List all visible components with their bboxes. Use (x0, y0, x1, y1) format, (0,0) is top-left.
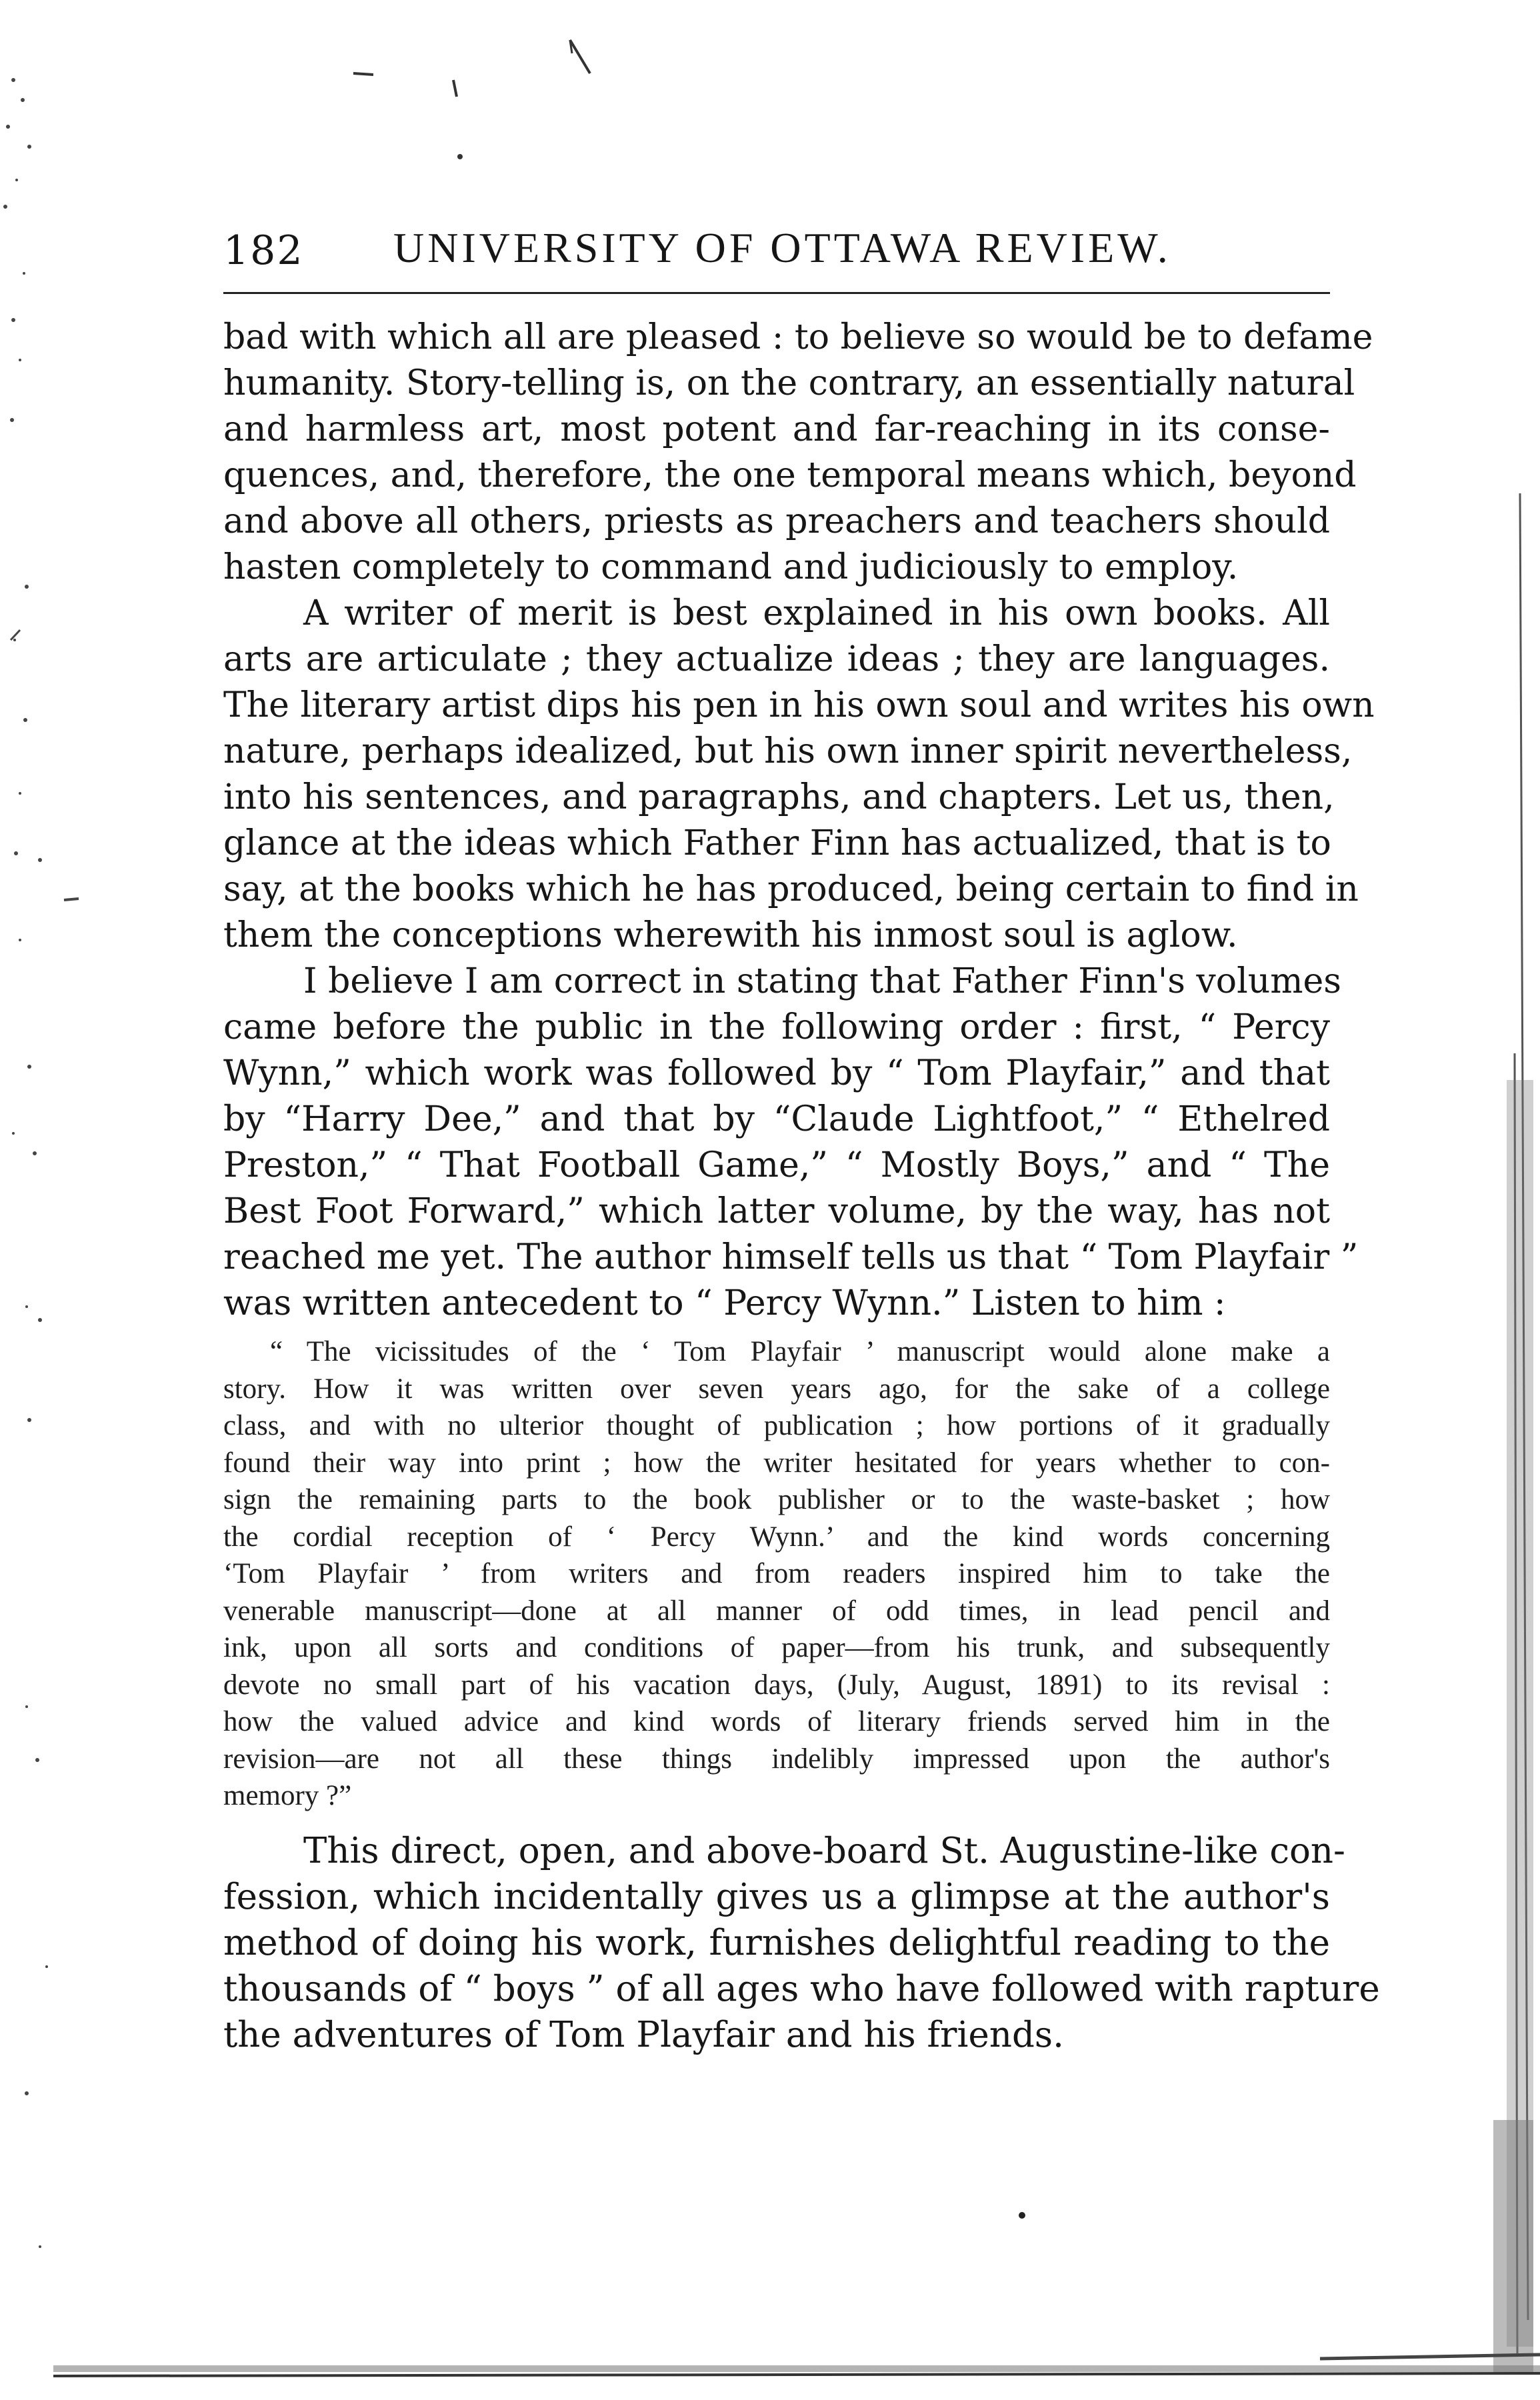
text-line: bad with which all are pleased : to believe so would be to defame (223, 317, 1373, 357)
text-line: was written antecedent to “ Percy Wynn.” Listen to him : (223, 1283, 1226, 1323)
block-quote (223, 1333, 1330, 1815)
quote-line: how the valued advice and kind words of literary friends served him in the (223, 1706, 1330, 1737)
scan-page-edge-bottom (53, 2347, 1540, 2387)
paragraph (223, 1828, 1380, 2058)
text-line: by “Harry Dee,” and that by “Claude Lightfoot,” “ Ethelred (223, 1099, 1330, 1139)
text-line: arts are articulate ; they actualize ideas ; they are languages. (223, 639, 1330, 679)
quote-line: memory ?” (223, 1780, 352, 1811)
text-line: say, at the books which he has produced, being certain to find in (223, 869, 1359, 909)
quote-line: “ The vicissitudes of the ‘ Tom Playfair ’ manuscript would alone make a (270, 1336, 1330, 1367)
body-text (223, 315, 1380, 2058)
text-line: fession, which incidentally gives us a glimpse at the author's (223, 1876, 1330, 1917)
text-line: thousands of “ boys ” of all ages who have followed with rapture (223, 1968, 1380, 2009)
scan-specks-left (0, 53, 93, 2320)
text-line: humanity. Story-telling is, on the contrary, an essentially natural (223, 363, 1355, 403)
quote-line: devote no small part of his vacation days, (July, August, 1891) to its revisal : (223, 1669, 1330, 1701)
quote-line: sign the remaining parts to the book publisher or to the waste-basket ; how (223, 1484, 1330, 1515)
quote-line: ‘Tom Playfair ’ from writers and from readers inspired him to take the (223, 1558, 1330, 1589)
text-line: the adventures of Tom Playfair and his friends. (223, 2014, 1064, 2055)
page-number: 182 (223, 227, 304, 274)
text-line: method of doing his work, furnishes delightful reading to the (223, 1922, 1330, 1963)
quote-line: found their way into print ; how the writer hesitated for years whether to con- (223, 1447, 1330, 1479)
text-line: Wynn,” which work was followed by “ Tom Playfair,” and that (223, 1053, 1330, 1093)
text-line: The literary artist dips his pen in his own soul and writes his own (223, 685, 1375, 725)
text-line: and harmless art, most potent and far-reaching in its conse- (223, 409, 1330, 449)
scan-specks-top (333, 33, 800, 167)
header-rule (223, 292, 1330, 294)
quote-line: revision—are not all these things indelibly impressed upon the author's (223, 1743, 1330, 1775)
text-line: into his sentences, and paragraphs, and chapters. Let us, then, (223, 777, 1335, 817)
text-line: A writer of merit is best explained in his own books. All (303, 593, 1330, 633)
text-line: came before the public in the following order : first, “ Percy (223, 1007, 1330, 1047)
quote-line: the cordial reception of ‘ Percy Wynn.’ and the kind words concerning (223, 1521, 1330, 1553)
quote-line: ink, upon all sorts and conditions of paper—from his trunk, and subsequently (223, 1632, 1330, 1663)
text-line: This direct, open, and above-board St. Augustine-like con- (303, 1830, 1345, 1871)
page-header (223, 223, 1330, 277)
paragraph (223, 591, 1375, 959)
paragraph (223, 959, 1359, 1327)
text-line: glance at the ideas which Father Finn has actualized, that is to (223, 823, 1331, 863)
text-line: I believe I am correct in stating that Father Finn's volumes (303, 961, 1341, 1001)
text-line: them the conceptions wherewith his inmost soul is aglow. (223, 915, 1238, 955)
quote-line: venerable manuscript—done at all manner of odd times, in lead pencil and (223, 1595, 1330, 1627)
text-line: hasten completely to command and judiciously to employ. (223, 547, 1239, 587)
scan-speck (1019, 2212, 1025, 2219)
text-line: and above all others, priests as preachers and teachers should (223, 501, 1330, 541)
scan-page-edge-right (1453, 453, 1540, 2387)
text-line: nature, perhaps idealized, but his own inner spirit nevertheless, (223, 731, 1353, 771)
running-title: UNIVERSITY OF OTTAWA REVIEW. (393, 224, 1171, 271)
quote-line: story. How it was written over seven years ago, for the sake of a college (223, 1373, 1330, 1405)
text-line: Preston,” “ That Football Game,” “ Mostly Boys,” and “ The (223, 1145, 1330, 1185)
paragraph (223, 315, 1373, 591)
text-line: quences, and, therefore, the one temporal means which, beyond (223, 455, 1357, 495)
quote-line: class, and with no ulterior thought of publication ; how portions of it gradually (223, 1410, 1330, 1441)
text-line: Best Foot Forward,” which latter volume, by the way, has not (223, 1191, 1330, 1231)
text-line: reached me yet. The author himself tells us that “ Tom Playfair ” (223, 1237, 1359, 1277)
